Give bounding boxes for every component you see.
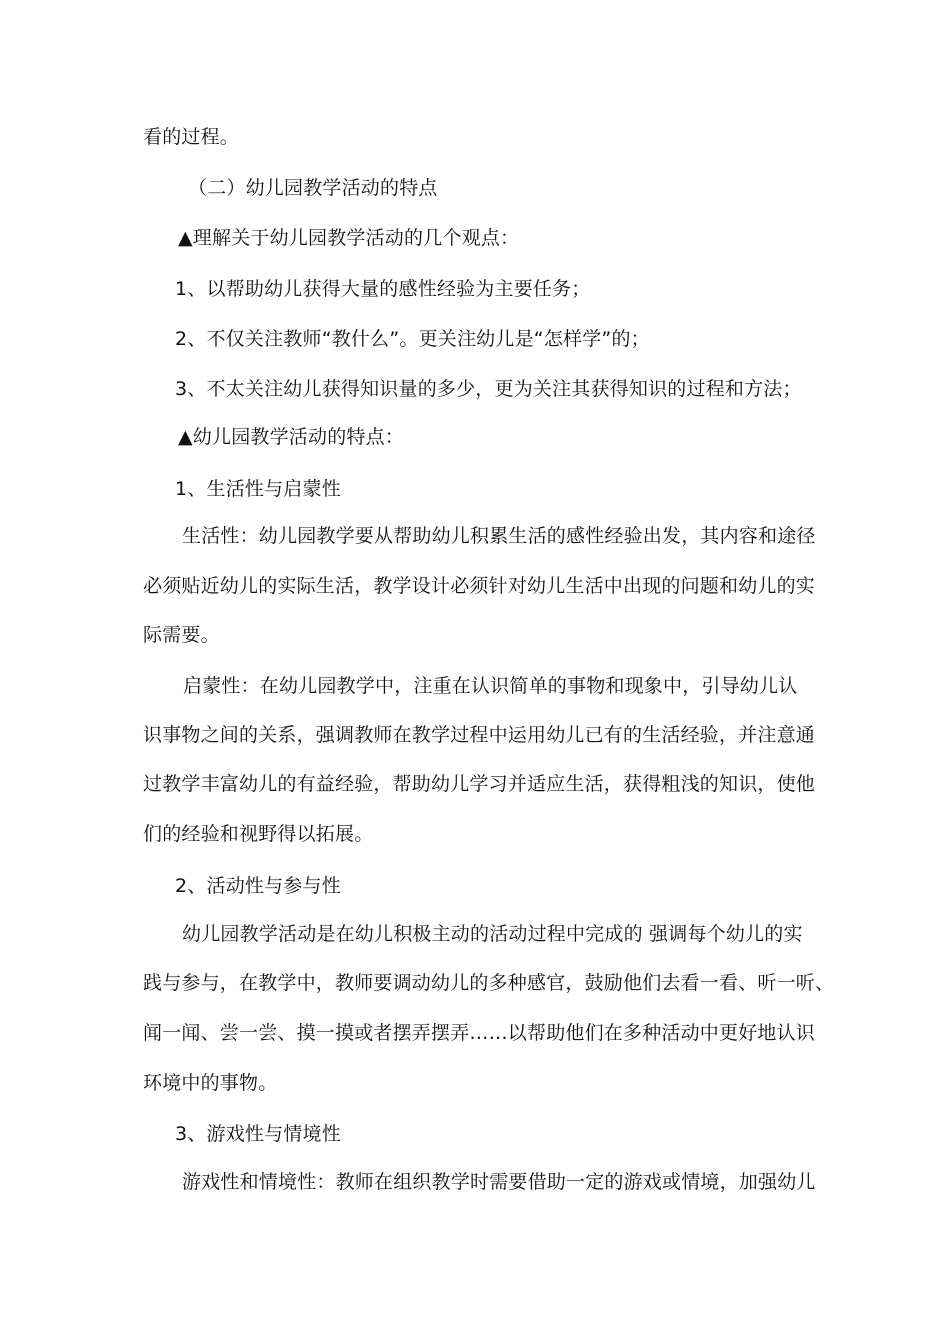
paragraph-line: 启蒙性：在幼儿园教学中，注重在认识简单的事物和现象中，引导幼儿认: [183, 675, 798, 697]
paragraph-line: 生活性：幼儿园教学要从帮助幼儿积累生活的感性经验出发，其内容和途径: [182, 525, 816, 547]
paragraph-line: 必须贴近幼儿的实际生活，教学设计必须针对幼儿生活中出现的问题和幼儿的实: [143, 575, 816, 597]
bullet-heading-features: ▲幼儿园教学活动的特点：: [178, 426, 405, 448]
paragraph-line: 闻一闻、尝一尝、摸一摸或者摆弄摆弄……以帮助他们在多种活动中更好地认识: [143, 1022, 816, 1044]
subheading-1: 1、生活性与启蒙性: [175, 478, 341, 500]
paragraph-line: 过教学丰富幼儿的有益经验，帮助幼儿学习并适应生活，获得粗浅的知识，使他: [143, 773, 816, 795]
paragraph-line: 践与参与，在教学中，教师要调动幼儿的多种感官，鼓励他们去看一看、听一听、: [143, 972, 835, 994]
paragraph-line: 们的经验和视野得以拓展。: [143, 823, 374, 845]
paragraph-line: 环境中的事物。: [143, 1072, 278, 1094]
section-heading: （二）幼儿园教学活动的特点: [188, 177, 438, 199]
paragraph-line: 识事物之间的关系，强调教师在教学过程中运用幼儿已有的生活经验，并注意通: [143, 724, 816, 746]
list-item-2: 2、不仅关注教师“教什么”。更关注幼儿是“怎样学”的；: [175, 328, 650, 350]
list-item-1: 1、以帮助幼儿获得大量的感性经验为主要任务；: [175, 278, 591, 300]
subheading-3: 3、游戏性与情境性: [175, 1123, 341, 1145]
subheading-2: 2、活动性与参与性: [175, 875, 341, 897]
list-item-3: 3、不太关注幼儿获得知识量的多少，更为关注其获得知识的过程和方法；: [175, 378, 802, 400]
bullet-heading-viewpoints: ▲理解关于幼儿园教学活动的几个观点：: [178, 227, 520, 249]
paragraph-line: 游戏性和情境性：教师在组织教学时需要借助一定的游戏或情境，加强幼儿: [182, 1171, 816, 1193]
paragraph-line: 际需要。: [143, 624, 220, 646]
text-line-continuation: 看的过程。: [143, 126, 240, 148]
paragraph-line: 幼儿园教学活动是在幼儿积极主动的活动过程中完成的 强调每个幼儿的实: [182, 923, 803, 945]
